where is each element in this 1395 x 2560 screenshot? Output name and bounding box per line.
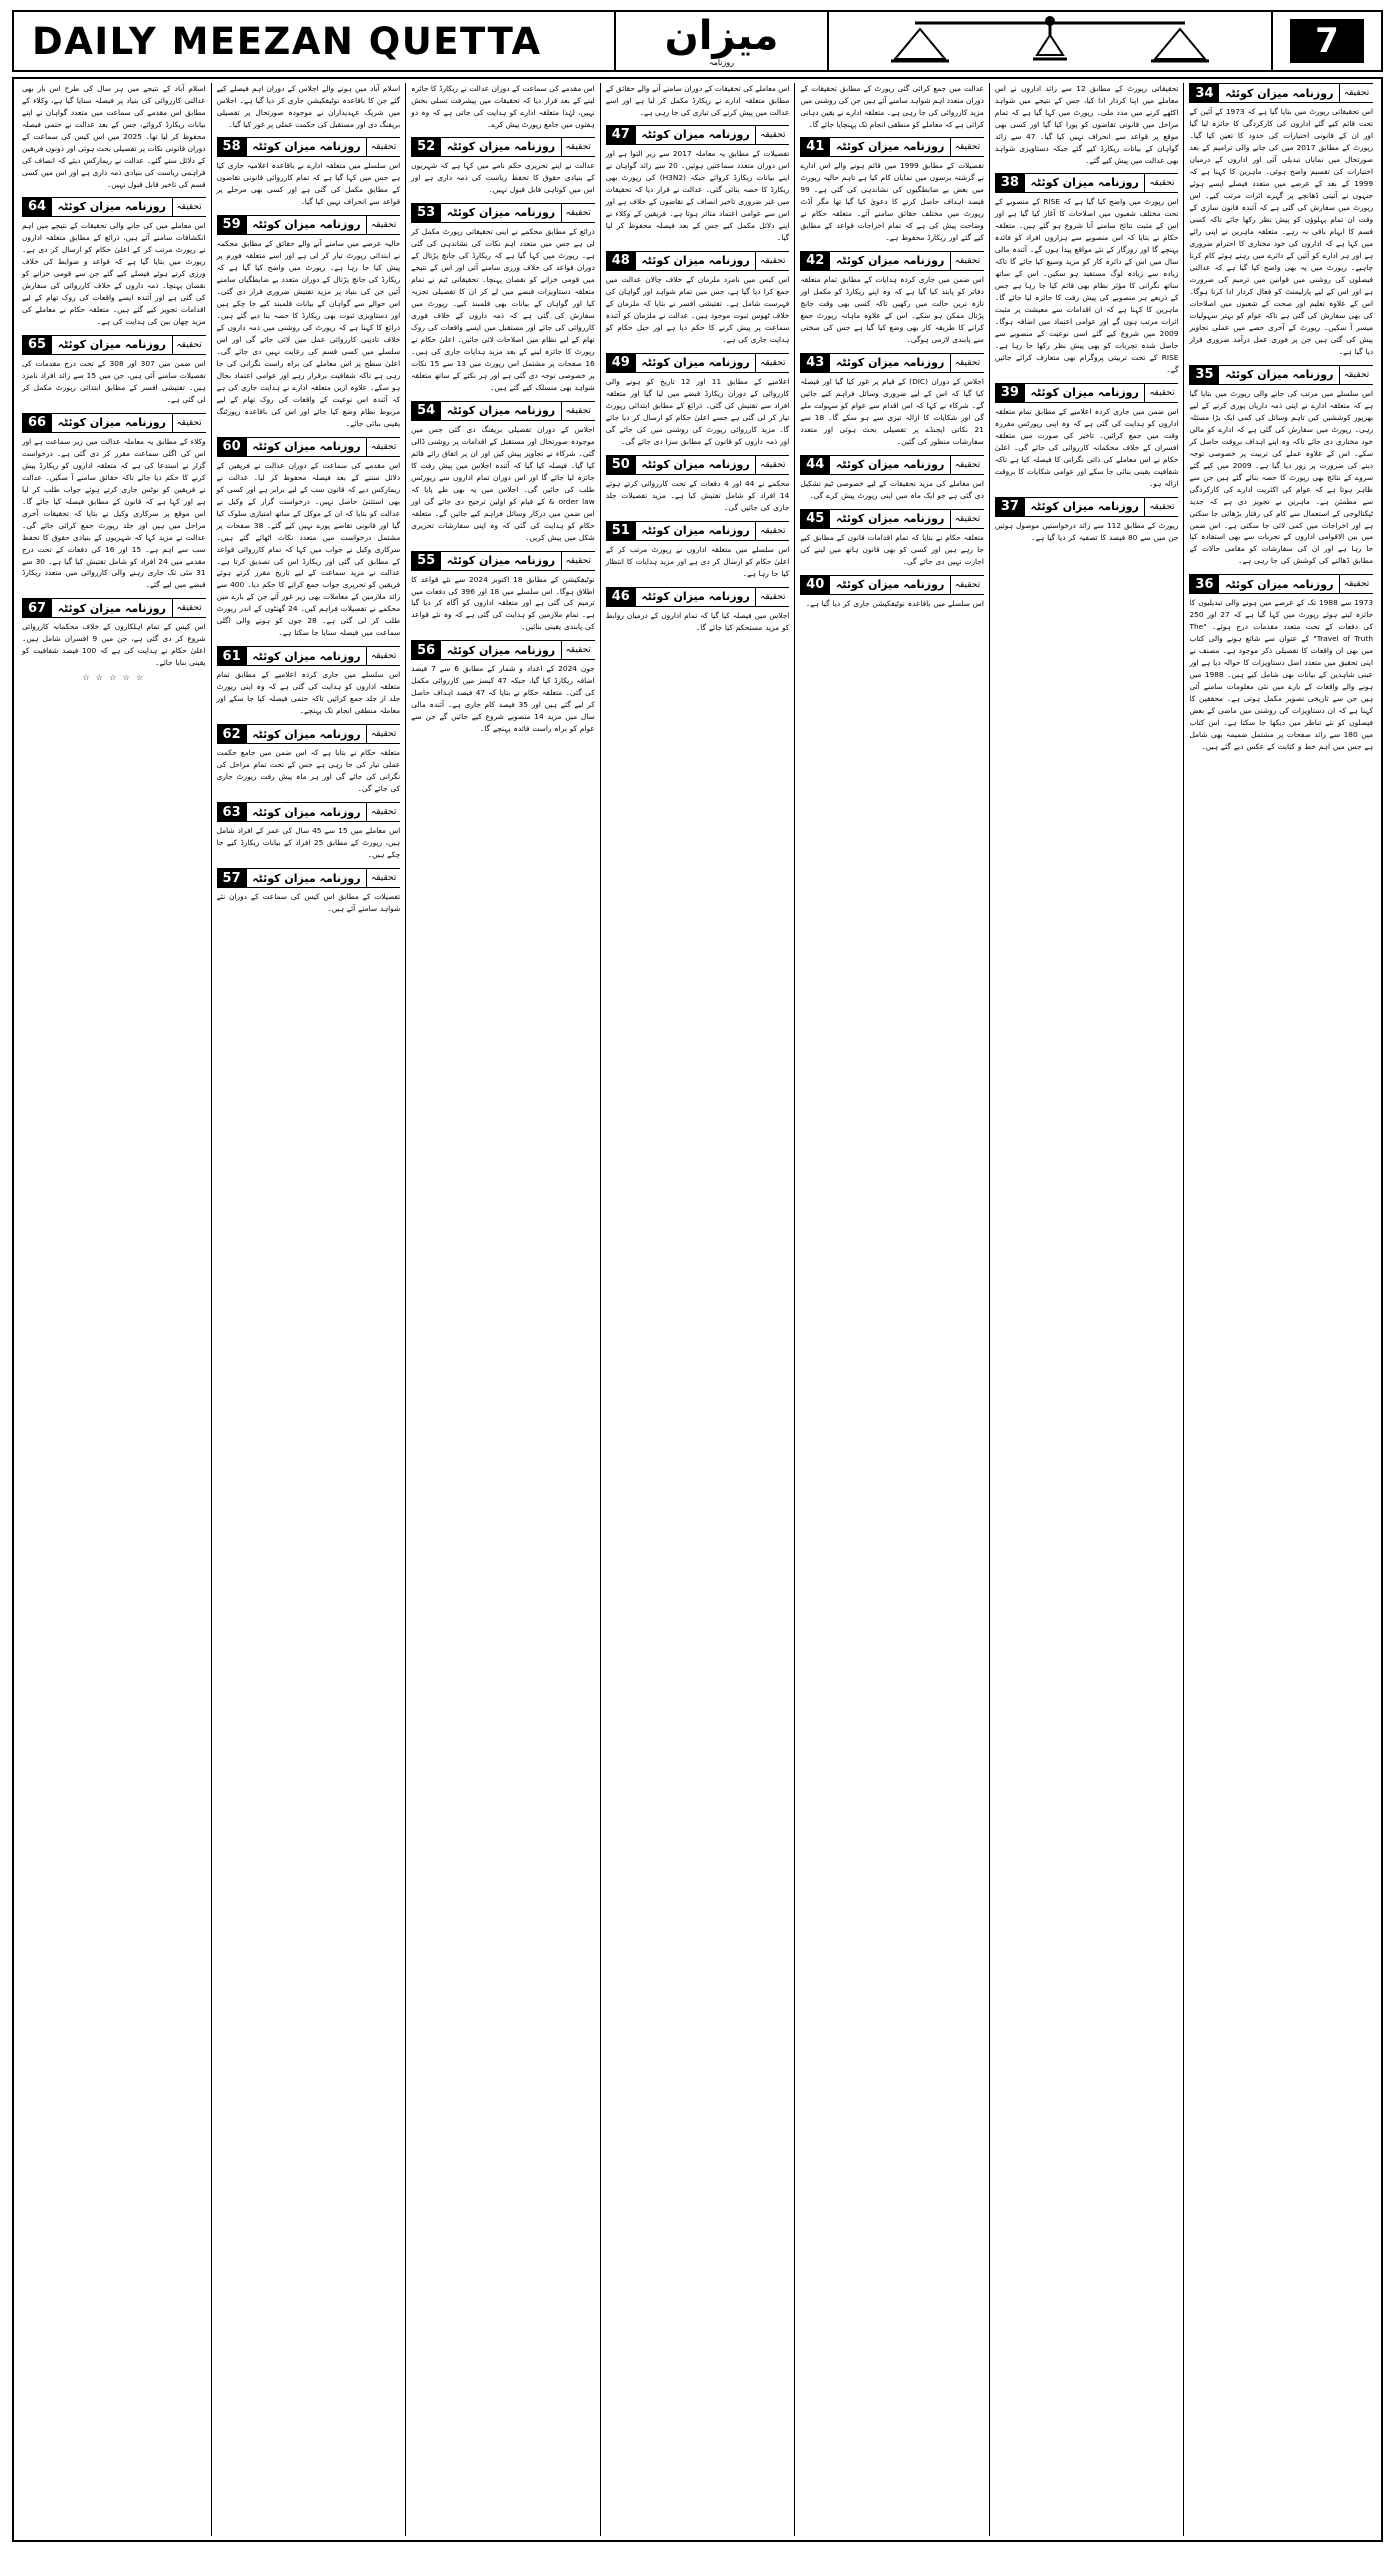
article-source: روزنامہ میزان کوئٹہ xyxy=(252,727,361,741)
article-tag: تحقیقہ xyxy=(366,138,400,156)
article-tag: تحقیقہ xyxy=(1144,498,1178,516)
article-header xyxy=(411,551,595,571)
article-number: 36 xyxy=(1189,575,1219,593)
article-body: اس کیس میں نامزد ملزمان کے خلاف چالان عدالت میں جمع کرا دیا گیا ہے، جس میں تمام شواہد اور گواہان کی فہرست شامل ہے۔ تفتیشی افسر نے بتایا کہ ملزمان کے خلاف ٹھوس ثبوت موجود ہیں۔ عدالت نے ملزمان کو آئندہ سماعت پر پیش کرنے کا حکم دیا ہے اور جیل حکام کو ہدایت جاری کی ہے۔ xyxy=(605,274,790,344)
lead-paragraph: عدالت میں جمع کرائی گئی رپورٹ کے مطابق تحقیقات کے دوران متعدد اہم شواہد سامنے آئے ہیں جن کی روشنی میں مزید کارروائی کی جا رہی ہے۔ متعلقہ ادارے نے یقین دہانی کرائی ہے کہ معاملے کو منطقی انجام تک پہنچایا جائے گا۔ xyxy=(800,84,984,129)
article-source: روزنامہ میزان کوئٹہ xyxy=(57,200,166,214)
newspaper-logo xyxy=(614,12,829,70)
article-header xyxy=(217,802,401,822)
article-number: 35 xyxy=(1189,366,1219,384)
article-tag: تحقیقہ xyxy=(172,198,206,216)
lead-paragraph: اسلام آباد کے نتیجے میں ہر سال کی طرح اس بار بھی عدالتی کارروائی کی بنیاد پر فیصلہ سنایا گیا ہے، وکلاء کے مطابق اس مقدمے کی سماعت میں متعدد گواہان نے اپنے بیانات ریکارڈ کروائے، جس کے بعد عدالت نے حتمی فیصلہ محفوظ کر لیا تھا۔ 2025 میں اس کیس کی سماعت کے دوران قانونی نکات پر تفصیلی بحث ہوئی اور دونوں فریقین کے دلائل سنے گئے۔ عدالت نے ریمارکس دیئے کہ انصاف کی فراہمی ریاست کی بنیادی ذمہ داری ہے اور اس میں کسی قسم کی تاخیر قابل قبول نہیں۔ xyxy=(22,84,206,189)
article-header xyxy=(22,413,206,433)
article-header xyxy=(995,497,1179,517)
article-55 xyxy=(411,551,595,634)
article-45 xyxy=(800,509,984,568)
article-header xyxy=(22,335,206,355)
article-62 xyxy=(217,724,401,795)
article-46 xyxy=(606,587,790,634)
lead-paragraph: اس معاملے کی تحقیقات کے دوران سامنے آنے والے حقائق کے مطابق متعلقہ ادارے نے ریکارڈ مکمل کر لیا ہے اور اسے عدالت میں پیش کرنے کی تیاری کی جا رہی ہے۔ xyxy=(605,84,790,117)
article-header xyxy=(800,455,984,475)
article-body: اس سلسلے میں جاری کردہ اعلامیے کے مطابق تمام متعلقہ اداروں کو ہدایت کی گئی ہے کہ وہ اپنی رپورٹ جلد از جلد جمع کرائیں تاکہ حتمی فیصلہ کیا جا سکے اور معاملہ منطقی انجام تک پہنچے۔ xyxy=(216,670,401,716)
article-source: روزنامہ میزان کوئٹہ xyxy=(446,643,556,657)
article-source: روزنامہ میزان کوئٹہ xyxy=(57,601,166,615)
article-header xyxy=(411,137,595,157)
article-header xyxy=(1189,365,1373,385)
article-body: اعلامیے کے مطابق 11 اور 12 تاریخ کو ہونے والی کارروائی کے دوران ریکارڈ قبضے میں لیا گیا اور متعلقہ افراد سے تفتیش کی گئی۔ ذرائع کے مطابق ابتدائی رپورٹ تیار کر لی گئی ہے جسے اعلیٰ حکام کو ارسال کر دیا جائے گا۔ مزید کارروائی رپورٹ کی روشنی میں کی جائے گی اور ذمہ داروں کو قانون کے مطابق سزا دی جائے گی۔ xyxy=(605,376,790,446)
column-7 xyxy=(1184,83,1378,2536)
article-body: اس سلسلے میں باقاعدہ نوٹیفکیشن جاری کر دیا گیا ہے۔ xyxy=(805,598,984,608)
article-number: 61 xyxy=(217,647,247,665)
article-body: اس ضمن میں جاری کردہ ہدایات کے مطابق تمام متعلقہ دفاتر کو پابند کیا گیا ہے کہ وہ اپنے ریکارڈ کو مکمل اور تازہ ترین حالت میں رکھیں تاکہ کسی بھی وقت جانچ پڑتال ممکن ہو سکے۔ اس کے علاوہ ماہانہ رپورٹ جمع کرانے کا طریقہ کار بھی وضع کیا گیا ہے جس کی سختی سے پابندی لازمی ہوگی۔ xyxy=(800,274,984,344)
article-tag: تحقیقہ xyxy=(755,588,789,606)
article-source: روزنامہ میزان کوئٹہ xyxy=(1030,386,1139,400)
article-header xyxy=(217,868,401,888)
article-tag: تحقیقہ xyxy=(561,552,595,570)
article-header xyxy=(606,353,790,373)
article-source: روزنامہ میزان کوئٹہ xyxy=(641,590,750,604)
article-number: 52 xyxy=(411,138,441,156)
article-source: روزنامہ میزان کوئٹہ xyxy=(252,649,361,663)
article-number: 44 xyxy=(800,456,830,474)
article-tag: تحقیقہ xyxy=(366,869,400,887)
article-header xyxy=(22,598,206,618)
article-body: حالیہ عرصے میں سامنے آنے والے حقائق کے مطابق محکمہ نے ابتدائی رپورٹ تیار کر لی ہے اور اسے متعلقہ فورم پر پیش کیا جا رہا ہے۔ رپورٹ میں واضح کیا گیا ہے کہ ریکارڈ کی جانچ پڑتال کے دوران متعدد بے ضابطگیاں سامنے آئیں جن کی بنیاد پر مزید تفتیش ضروری قرار دی گئی۔ اس حوالے سے گواہان کے بیانات قلمبند کیے جا چکے ہیں اور دستاویزی ثبوت بھی ریکارڈ کا حصہ بنا دیے گئے ہیں۔ ذرائع کا کہنا ہے کہ رپورٹ کی روشنی میں ذمہ داروں کے خلاف تادیبی کارروائی عمل میں لائی جائے گی اور اس سلسلے میں کسی قسم کی رعایت نہیں دی جائے گی۔ اعلیٰ سطح پر اس معاملے کی براہ راست نگرانی کی جا رہی ہے تاکہ شفافیت برقرار رہے اور عوامی اعتماد بحال ہو سکے۔ علاوہ ازیں متعلقہ ادارے نے ہدایت جاری کی ہے کہ آئندہ اس نوعیت کے واقعات کی روک تھام کے لیے مربوط نظام وضع کیا جائے اور اس کی باقاعدہ رپورٹنگ یقینی بنائی جائے۔ xyxy=(216,238,401,428)
article-tag: تحقیقہ xyxy=(366,803,400,821)
article-tag: تحقیقہ xyxy=(1144,174,1178,192)
logo-urdu-text: ميزان xyxy=(664,12,779,59)
masthead xyxy=(12,10,1383,72)
article-number: 38 xyxy=(995,174,1025,192)
article-source: روزنامہ میزان کوئٹہ xyxy=(1030,176,1139,190)
article-60 xyxy=(217,437,401,640)
article-source: روزنامہ میزان کوئٹہ xyxy=(1225,577,1334,591)
article-source: روزنامہ میزان کوئٹہ xyxy=(835,578,945,592)
article-body: اس رپورٹ میں واضح کیا گیا ہے کہ RISE کے منصوبے کے تحت مختلف شعبوں میں اصلاحات کا آغاز کیا گیا ہے اور اس کے مثبت نتائج سامنے آنا شروع ہو گئے ہیں۔ متعلقہ حکام نے بتایا کہ اس منصوبے سے ہزاروں افراد کو فائدہ پہنچے گا اور روزگار کے نئے مواقع پیدا ہوں گے۔ آئندہ مالی سال میں اس کے دائرہ کار کو مزید وسیع کیا جائے گا تاکہ زیادہ سے زیادہ لوگ مستفید ہو سکیں۔ اس کے ساتھ ساتھ نگرانی کا مؤثر نظام بھی قائم کیا جا رہا ہے جس کے ذریعے ہر منصوبے کی پیش رفت کا جائزہ لیا جائے گا۔ ماہرین کا کہنا ہے کہ ان اقدامات سے معیشت پر مثبت اثرات مرتب ہوں گے اور عوامی اعتماد میں اضافہ ہوگا۔ 2009 میں شروع کیے گئے اسی نوعیت کے منصوبے سے حاصل شدہ تجربات کو بھی پیش نظر رکھا جا رہا ہے۔ RISE کے تحت تربیتی پروگرام بھی متعارف کرائے جائیں گے۔ xyxy=(994,196,1179,374)
article-58 xyxy=(217,137,401,208)
article-body: تفصیلات کے مطابق اس کیس کی سماعت کے دوران نئے شواہد سامنے آئے ہیں۔ xyxy=(216,892,401,914)
article-source: روزنامہ میزان کوئٹہ xyxy=(1225,368,1334,382)
article-tag: تحقیقہ xyxy=(950,576,984,594)
article-source: روزنامہ میزان کوئٹہ xyxy=(57,416,166,430)
article-source: روزنامہ میزان کوئٹہ xyxy=(835,458,945,472)
article-body: جون 2024 کے اعداد و شمار کے مطابق 6 سے 7 فیصد اضافہ ریکارڈ کیا گیا، جبکہ 47 کیسز میں کارروائی مکمل کی گئی۔ متعلقہ حکام نے بتایا کہ 47 فیصد اہداف حاصل کر لیے گئے ہیں اور 35 فیصد کام جاری ہے۔ آئندہ مالی سال میں مزید 14 منصوبے شروع کیے جائیں گے جن سے عوام کو براہ راست فائدہ پہنچے گا۔ xyxy=(411,664,595,734)
article-number: 57 xyxy=(217,869,247,887)
article-header xyxy=(1189,574,1373,594)
article-body: اس معاملے میں 15 سے 45 سال کی عمر کے افراد شامل ہیں، رپورٹ کے مطابق 25 افراد کے بیانات ریکارڈ کیے جا چکے ہیں۔ xyxy=(216,826,401,860)
article-tag: تحقیقہ xyxy=(950,252,984,270)
article-67 xyxy=(22,598,206,682)
article-source: روزنامہ میزان کوئٹہ xyxy=(446,554,556,568)
page-number-badge xyxy=(1271,12,1381,70)
article-39 xyxy=(995,383,1179,490)
article-header xyxy=(606,587,790,607)
article-source: روزنامہ میزان کوئٹہ xyxy=(641,356,750,370)
article-tag: تحقیقہ xyxy=(366,438,400,456)
article-number: 42 xyxy=(800,252,830,270)
article-61 xyxy=(217,646,401,717)
article-body: اس معاملے میں کی جانے والی تحقیقات کے نتیجے میں اہم انکشافات سامنے آئے ہیں، ذرائع کے مطابق متعلقہ اداروں نے رپورٹ مرتب کر کے اعلیٰ حکام کو ارسال کر دی ہے۔ رپورٹ میں بتایا گیا ہے کہ قواعد و ضوابط کی خلاف ورزی کرتے ہوئے فیصلے کیے گئے جن سے قومی خزانے کو نقصان پہنچا۔ ذمہ داروں کے خلاف کارروائی کی سفارش کی گئی ہے اور آئندہ ایسے واقعات کی روک تھام کے لیے اقدامات تجویز کیے گئے ہیں۔ متعلقہ حکام نے معاملے کی مزید چھان بین کی ہدایت کی ہے۔ xyxy=(22,220,206,326)
article-header xyxy=(800,509,984,529)
article-source: روزنامہ میزان کوئٹہ xyxy=(446,206,556,220)
article-body: اس سلسلے میں متعلقہ اداروں نے رپورٹ مرتب کر کے اعلیٰ حکام کو ارسال کر دی ہے اور مزید ہدایات کا انتظار کیا جا رہا ہے۔ xyxy=(605,544,790,578)
article-tag: تحقیقہ xyxy=(366,647,400,665)
article-number: 49 xyxy=(606,354,636,372)
article-number: 34 xyxy=(1189,84,1219,102)
article-source: روزنامہ میزان کوئٹہ xyxy=(252,805,361,819)
logo-subtitle: روزنامہ xyxy=(708,57,735,67)
column-5 xyxy=(795,83,990,2536)
article-body: اجلاس کے دوران تفصیلی بریفنگ دی گئی جس میں موجودہ صورتحال اور مستقبل کے اقدامات پر روشنی ڈالی گئی۔ شرکاء نے تجاویز پیش کیں اور ان پر اتفاق رائے قائم کیا گیا۔ فیصلہ کیا گیا کہ آئندہ اجلاس میں پیش رفت کا جائزہ لیا جائے گا اور اس دوران تمام اداروں سے رپورٹس طلب کی جائیں گی۔ اجلاس میں یہ بھی طے پایا کہ order law & کے قیام کو اولین ترجیح دی جائے گی اور اس ضمن میں درکار وسائل فراہم کیے جائیں گے۔ متعلقہ حکام کو ہدایت کی گئی کہ وہ اپنی سفارشات تحریری شکل میں پیش کریں۔ xyxy=(411,424,595,542)
article-header xyxy=(995,173,1179,193)
article-source: روزنامہ میزان کوئٹہ xyxy=(1225,86,1334,100)
article-tag: تحقیقہ xyxy=(950,138,984,156)
article-tag: تحقیقہ xyxy=(172,336,206,354)
divider-stars: ☆ ☆ ☆ ☆ ☆ xyxy=(82,673,146,683)
article-source: روزنامہ میزان کوئٹہ xyxy=(835,140,945,154)
article-source: روزنامہ میزان کوئٹہ xyxy=(446,140,556,154)
article-body: اس سلسلے میں مرتب کی جانے والی رپورٹ میں بتایا گیا ہے کہ متعلقہ ادارے نے اپنی ذمہ داریاں پوری کرنے کے لیے بھرپور کوششیں کیں تاہم وسائل کی کمی ایک بڑا مسئلہ رہی۔ رپورٹ میں سفارش کی گئی ہے کہ ادارے کو مالی خود مختاری دی جائے تاکہ وہ اپنے اہداف بروقت حاصل کر سکے۔ اس کے علاوہ عملے کی تربیت پر خصوصی توجہ دینے کی ضرورت پر زور دیا گیا ہے۔ 2009 میں کیے گئے سروے کے نتائج بھی رپورٹ کا حصہ بنائے گئے ہیں جن سے ظاہر ہوتا ہے کہ عوام کی اکثریت ادارے کی کارکردگی سے مطمئن ہے۔ ماہرین نے تجویز دی ہے کہ جدید ٹیکنالوجی کے استعمال سے کام کی رفتار بڑھائی جا سکتی ہے اور اخراجات میں کمی لائی جا سکتی ہے۔ اس ضمن میں بین الاقوامی اداروں کے تجربات سے بھی استفادہ کیا جا رہا ہے اور ان کی سفارشات کو مقامی حالات کے مطابق ڈھالنے کی کوشش کی جا رہی ہے۔ xyxy=(1189,388,1374,566)
article-number: 60 xyxy=(217,438,247,456)
article-header xyxy=(411,401,595,421)
article-header xyxy=(800,575,984,595)
article-50 xyxy=(606,455,790,514)
article-number: 46 xyxy=(606,588,636,606)
article-body: وکلاء کے مطابق یہ معاملہ عدالت میں زیر سماعت ہے اور اس کی اگلی سماعت مقرر کر دی گئی ہے۔ درخواست گزار نے استدعا کی ہے کہ متعلقہ اداروں کو ریکارڈ پیش کرنے کا حکم دیا جائے تاکہ حقائق سامنے آ سکیں۔ عدالت نے فریقین کو نوٹس جاری کرتے ہوئے جواب طلب کر لیا ہے اور کہا ہے کہ قانون کے مطابق فیصلہ کیا جائے گا۔ اس موقع پر سرکاری وکیل نے بتایا کہ تحقیقات آخری مراحل میں ہیں اور جلد رپورٹ جمع کرائی جائے گی۔ عدالت نے مزید کہا کہ شہریوں کے بنیادی حقوق کا تحفظ سب سے اہم ہے۔ 15 اور 16 کی دفعات کے تحت درج مقدمے میں 24 افراد کو شامل تفتیش کیا گیا ہے۔ 30 سے 31 مئی تک جاری رہنے والی کارروائی میں متعدد ریکارڈ قبضے میں لیے گئے۔ xyxy=(22,436,206,590)
article-number: 58 xyxy=(217,138,247,156)
article-41 xyxy=(800,137,984,244)
article-tag: تحقیقہ xyxy=(755,522,789,540)
article-tag: تحقیقہ xyxy=(172,599,206,617)
article-56 xyxy=(411,640,595,735)
article-body: اس سلسلے میں متعلقہ ادارے نے باقاعدہ اعلامیہ جاری کیا ہے جس میں کہا گیا ہے کہ تمام کارروائی قانونی تقاضوں کے مطابق مکمل کی گئی ہے اور کسی بھی مرحلے پر قواعد سے انحراف نہیں کیا گیا۔ xyxy=(216,160,401,206)
article-header xyxy=(411,203,595,223)
column-2 xyxy=(212,83,407,2536)
article-tag: تحقیقہ xyxy=(950,354,984,372)
article-source: روزنامہ میزان کوئٹہ xyxy=(446,404,556,418)
article-tag: تحقیقہ xyxy=(366,725,400,743)
article-65 xyxy=(22,335,206,406)
column-3 xyxy=(406,83,601,2536)
article-number: 40 xyxy=(800,576,830,594)
article-40 xyxy=(800,575,984,610)
column-6 xyxy=(990,83,1185,2536)
article-header xyxy=(217,215,401,235)
article-body: اس ضمن میں 307 اور 308 کے تحت درج مقدمات کی تفصیلات سامنے آئی ہیں، جن میں 15 سے زائد افراد نامزد ہیں۔ تفتیشی افسر کے مطابق ابتدائی رپورٹ مکمل کر لی گئی ہے۔ xyxy=(22,358,206,404)
article-number: 43 xyxy=(800,354,830,372)
article-source: روزنامہ میزان کوئٹہ xyxy=(57,338,166,352)
article-tag: تحقیقہ xyxy=(561,204,595,222)
article-44 xyxy=(800,455,984,502)
article-source: روزنامہ میزان کوئٹہ xyxy=(252,218,361,232)
article-48 xyxy=(606,251,790,346)
article-tag: تحقیقہ xyxy=(561,138,595,156)
balance-scales-icon xyxy=(829,12,1271,70)
article-body: اس معاملے کی مزید تحقیقات کے لیے خصوصی ٹیم تشکیل دی گئی ہے جو ایک ماہ میں اپنی رپورٹ پیش کرے گی۔ xyxy=(800,478,984,500)
article-header xyxy=(22,197,206,217)
article-source: روزنامہ میزان کوئٹہ xyxy=(641,254,750,268)
article-body: نوٹیفکیشن کے مطابق 18 اکتوبر 2024 سے نئے قواعد کا اطلاق ہوگا۔ اس سلسلے میں 18 اور 396 کی دفعات میں ترمیم کی گئی ہے اور متعلقہ اداروں کو آگاہ کر دیا گیا ہے۔ تمام ملازمین کو ہدایت کی گئی ہے کہ وہ نئے قواعد کی پابندی یقینی بنائیں۔ xyxy=(411,574,595,632)
article-number: 54 xyxy=(411,402,441,420)
article-tag: تحقیقہ xyxy=(172,414,206,432)
article-66 xyxy=(22,413,206,592)
article-tag: تحقیقہ xyxy=(1339,575,1373,593)
lead-paragraph: تحقیقاتی رپورٹ کے مطابق 12 سے زائد اداروں نے اس معاملے میں اپنا کردار ادا کیا، جس کے نتیجے میں شواہد اکٹھے کرنے میں مدد ملی۔ رپورٹ میں کہا گیا ہے کہ تمام مراحل میں قانونی تقاضوں کو پورا کیا گیا اور کسی بھی موقع پر قواعد سے انحراف نہیں کیا گیا۔ 47 سے زائد گواہان کے بیانات ریکارڈ کیے گئے جبکہ دستاویزی شواہد بھی عدالت میں پیش کیے گئے۔ xyxy=(994,84,1179,165)
article-body: اس مقدمے کی سماعت کے دوران عدالت نے فریقین کے دلائل سننے کے بعد فیصلہ محفوظ کر لیا۔ عدالت نے ریمارکس دیے کہ قانون سب کے لیے برابر ہے اور کسی کو بھی استثنیٰ حاصل نہیں۔ درخواست گزار کے وکیل نے عدالت کو بتایا کہ ان کے موکل کے ساتھ امتیازی سلوک کیا گیا اور قانونی تقاضے پورے نہیں کیے گئے۔ 38 صفحات پر مشتمل درخواست میں متعدد نکات اٹھائے گئے ہیں۔ سرکاری وکیل نے جواب میں کہا کہ تمام کارروائی قواعد کے مطابق کی گئی اور ریکارڈ اس کی تصدیق کرتا ہے۔ عدالت نے مزید سماعت کے لیے تاریخ مقرر کرتے ہوئے فریقین کو تحریری جواب جمع کرانے کا حکم دیا۔ 400 سے زائد ملازمین کے معاملات بھی زیر غور آئے جن کے بارے میں محکمے نے تفصیلات فراہم کیں۔ 24 گھنٹوں کے اندر رپورٹ طلب کر لی گئی ہے۔ 28 جون کو ہونے والی اگلی سماعت میں فیصلہ سنایا جا سکتا ہے۔ xyxy=(216,460,401,638)
article-header xyxy=(217,437,401,457)
article-source: روزنامہ میزان کوئٹہ xyxy=(252,440,361,454)
article-header xyxy=(217,646,401,666)
article-42 xyxy=(800,251,984,346)
article-tag: تحقیقہ xyxy=(755,456,789,474)
article-number: 39 xyxy=(995,384,1025,402)
lead-paragraph: اسلام آباد میں ہونے والے اجلاس کے دوران اہم فیصلے کیے گئے جن کا باقاعدہ نوٹیفکیشن جاری کر دیا گیا ہے۔ اجلاس میں شریک عہدیداران نے موجودہ صورتحال پر تفصیلی بریفنگ دی اور مستقبل کی حکمت عملی پر غور کیا گیا۔ xyxy=(216,84,401,129)
article-64 xyxy=(22,197,206,328)
article-number: 41 xyxy=(800,138,830,156)
article-body: اجلاس میں فیصلہ کیا گیا کہ تمام اداروں کے درمیان روابط کو مزید مستحکم کیا جائے گا۔ xyxy=(605,610,790,632)
article-header xyxy=(606,125,790,145)
article-47 xyxy=(606,125,790,244)
newspaper-title: DAILY MEEZAN QUETTA xyxy=(32,19,542,63)
article-body: رپورٹ کے مطابق 112 سے زائد درخواستیں موصول ہوئیں جن میں سے 80 فیصد کا تصفیہ کر دیا گیا ہے۔ xyxy=(994,520,1179,542)
article-number: 59 xyxy=(217,216,247,234)
article-source: روزنامہ میزان کوئٹہ xyxy=(641,128,750,142)
article-number: 65 xyxy=(22,336,52,354)
article-number: 47 xyxy=(606,126,636,144)
article-number: 45 xyxy=(800,510,830,528)
article-number: 66 xyxy=(22,414,52,432)
article-header xyxy=(606,455,790,475)
article-body: تفصیلات کے مطابق یہ معاملہ 2017 سے زیر التوا ہے اور اس دوران متعدد سماعتیں ہوئیں۔ 20 سے زائد گواہان نے اپنے بیانات ریکارڈ کروائے جبکہ (H3N2) کی رپورٹ بھی ریکارڈ کا حصہ بنائی گئی۔ عدالت نے قرار دیا کہ تحقیقات میں غیر ضروری تاخیر انصاف کے تقاضوں کے خلاف ہے اور اس سے عوامی اعتماد متاثر ہوتا ہے۔ فریقین کے وکلاء نے اپنے دلائل مکمل کیے جس کے بعد فیصلہ محفوظ کر لیا گیا۔ xyxy=(605,148,790,242)
article-52 xyxy=(411,137,595,196)
article-tag: تحقیقہ xyxy=(755,252,789,270)
article-number: 67 xyxy=(22,599,52,617)
article-header xyxy=(606,251,790,271)
article-number: 51 xyxy=(606,522,636,540)
article-tag: تحقیقہ xyxy=(561,402,595,420)
article-tag: تحقیقہ xyxy=(755,126,789,144)
article-number: 62 xyxy=(217,725,247,743)
article-body: متعلقہ حکام نے بتایا ہے کہ اس ضمن میں جامع حکمت عملی تیار کی جا رہی ہے جس کے تحت تمام مراحل کی نگرانی کی جائے گی اور ہر ماہ پیش رفت رپورٹ جاری کی جائے گی۔ xyxy=(216,748,401,794)
article-37 xyxy=(995,497,1179,544)
article-header xyxy=(800,251,984,271)
article-34 xyxy=(1189,83,1373,358)
article-source: روزنامہ میزان کوئٹہ xyxy=(641,524,750,538)
article-43 xyxy=(800,353,984,448)
article-body: اس ضمن میں جاری کردہ اعلامیے کے مطابق تمام متعلقہ اداروں کو ہدایت کی گئی ہے کہ وہ اپنی رپورٹس مقررہ وقت میں جمع کرائیں۔ تاخیر کی صورت میں متعلقہ افسران کے خلاف محکمانہ کارروائی کی جائے گی۔ اعلیٰ حکام نے اس معاملے کی ذاتی نگرانی کا فیصلہ کیا ہے تاکہ شفافیت یقینی بنائی جا سکے اور عوامی شکایات کا بروقت ازالہ ہو۔ xyxy=(994,406,1179,488)
article-number: 37 xyxy=(995,498,1025,516)
article-tag: تحقیقہ xyxy=(366,216,400,234)
article-body: محکمے نے 44 اور 4 دفعات کے تحت کارروائی کرتے ہوئے 14 افراد کو شامل تفتیش کیا ہے۔ مزید تفصیلات جلد جاری کی جائیں گی۔ xyxy=(605,478,790,512)
article-header xyxy=(1189,83,1373,103)
article-body: عدالت نے اپنے تحریری حکم نامے میں کہا ہے کہ شہریوں کے بنیادی حقوق کا تحفظ ریاست کی ذمہ داری ہے اور اس میں کوتاہی قابل قبول نہیں۔ xyxy=(411,160,595,194)
article-number: 63 xyxy=(217,803,247,821)
article-number: 48 xyxy=(606,252,636,270)
article-header xyxy=(217,724,401,744)
article-number: 56 xyxy=(411,641,441,659)
article-source: روزنامہ میزان کوئٹہ xyxy=(252,140,361,154)
article-tag: تحقیقہ xyxy=(1339,84,1373,102)
page-number: 7 xyxy=(1290,19,1364,63)
article-body: اس تحقیقاتی رپورٹ میں بتایا گیا ہے کہ 1973 کے آئین کے تحت قائم کیے گئے اداروں کی کارکردگی کا جائزہ لیا گیا اور ان کے قانونی اختیارات کی حدود کا تعین کیا گیا۔ رپورٹ کے مطابق 2017 میں کی جانے والی ترامیم کے بعد صورتحال میں نمایاں تبدیلی آئی اور اداروں کے درمیان اختیارات کی تقسیم واضح ہوئی۔ ماہرین کا کہنا ہے کہ 1999 کے بعد کے عرصے میں متعدد فیصلے ایسے ہوئے جنہوں نے آئینی ڈھانچے پر گہرے اثرات مرتب کیے۔ اس رپورٹ میں سفارش کی گئی ہے کہ آئندہ قانون سازی کے وقت ان تمام پہلوؤں کو پیش نظر رکھا جائے تاکہ کسی قسم کا ابہام باقی نہ رہے۔ متعلقہ ماہرین نے اپنی رائے میں کہا ہے کہ اداروں کی خود مختاری کا احترام ضروری ہے اور ہر ادارے کو آئین کے دائرے میں رہتے ہوئے کام کرنا چاہیے۔ رپورٹ میں یہ بھی واضح کیا گیا ہے کہ عدالتی فیصلوں کی روشنی میں قوانین میں ترمیم کی ضرورت ہے اور اس کے لیے پارلیمنٹ کو فعال کردار ادا کرنا ہوگا۔ اس کے علاوہ تعلیم اور صحت کے شعبوں میں اصلاحات کی بھی سفارش کی گئی ہے تاکہ عوام کو بہتر سہولیات میسر آ سکیں۔ رپورٹ کے آخری حصے میں عملی تجاویز پیش کی گئی ہیں جن پر فوری عمل درآمد ضروری قرار دیا گیا ہے۔ xyxy=(1189,107,1374,356)
article-38 xyxy=(995,173,1179,376)
lead-paragraph: اس مقدمے کی سماعت کے دوران عدالت نے ریکارڈ کا جائزہ لینے کے بعد قرار دیا کہ تحقیقات میں پیشرفت تسلی بخش نہیں، لہٰذا متعلقہ ادارے کو ہدایت کی جاتی ہے کہ وہ دو ہفتوں میں جامع رپورٹ پیش کرے۔ xyxy=(411,84,595,129)
column-1 xyxy=(17,83,212,2536)
article-63 xyxy=(217,802,401,861)
article-header xyxy=(217,137,401,157)
article-body: تفصیلات کے مطابق 1999 میں قائم ہونے والے اس ادارے نے گزشتہ برسوں میں نمایاں کام کیا ہے تاہم حالیہ رپورٹ میں بعض بے ضابطگیوں کی نشاندہی کی گئی ہے۔ 99 فیصد اہداف حاصل کرنے کا دعویٰ کیا گیا تھا مگر آڈٹ رپورٹ میں مختلف حقائق سامنے آئے۔ متعلقہ حکام نے وضاحت پیش کی ہے کہ تمام اخراجات قواعد کے مطابق کیے گئے اور ریکارڈ محفوظ ہے۔ xyxy=(800,160,984,242)
article-51 xyxy=(606,521,790,580)
article-49 xyxy=(606,353,790,448)
article-body: متعلقہ حکام نے بتایا کہ تمام اقدامات قانون کے مطابق کیے جا رہے ہیں اور کسی کو بھی قانون ہاتھ میں لینے کی اجازت نہیں دی جائے گی۔ xyxy=(800,532,984,566)
article-source: روزنامہ میزان کوئٹہ xyxy=(835,254,945,268)
article-header xyxy=(606,521,790,541)
article-57 xyxy=(217,868,401,915)
article-header xyxy=(411,640,595,660)
article-source: روزنامہ میزان کوئٹہ xyxy=(1030,500,1139,514)
article-number: 50 xyxy=(606,456,636,474)
article-tag: تحقیقہ xyxy=(561,641,595,659)
article-body: ذرائع کے مطابق محکمے نے اپنی تحقیقاتی رپورٹ مکمل کر لی ہے جس میں متعدد اہم نکات کی نشاندہی کی گئی ہے۔ رپورٹ میں کہا گیا ہے کہ ریکارڈ کی جانچ پڑتال کے دوران قواعد کی خلاف ورزی سامنے آئی اور اس کے نتیجے میں قومی خزانے کو نقصان پہنچا۔ تحقیقاتی ٹیم نے تمام متعلقہ دستاویزات قبضے میں لے کر ان کا تفصیلی تجزیہ کیا اور گواہان کے بیانات بھی قلمبند کیے۔ رپورٹ میں سفارش کی گئی ہے کہ ذمہ داروں کے خلاف فوری کارروائی کی جائے اور مستقبل میں ایسے واقعات کی روک تھام کے لیے نظام میں اصلاحات لائی جائیں۔ اعلیٰ حکام نے رپورٹ کا جائزہ لینے کے بعد مزید ہدایات جاری کی ہیں۔ 16 صفحات پر مشتمل اس رپورٹ میں 13 سے 15 نکات پر خصوصی توجہ دی گئی ہے اور ہر نکتے کے ساتھ متعلقہ شواہد بھی منسلک کیے گئے ہیں۔ xyxy=(411,226,595,392)
article-59 xyxy=(217,215,401,430)
article-54 xyxy=(411,401,595,544)
article-source: روزنامہ میزان کوئٹہ xyxy=(835,512,945,526)
article-tag: تحقیقہ xyxy=(1144,384,1178,402)
article-tag: تحقیقہ xyxy=(755,354,789,372)
article-source: روزنامہ میزان کوئٹہ xyxy=(641,458,750,472)
article-body: اس کیس کے تمام اہلکاروں کے خلاف محکمانہ کارروائی شروع کر دی گئی ہے، جن میں 9 افسران شامل ہیں۔ اعلیٰ حکام نے ہدایت کی ہے کہ 100 فیصد شفافیت کو یقینی بنایا جائے۔ xyxy=(22,622,206,668)
article-source: روزنامہ میزان کوئٹہ xyxy=(252,871,361,885)
article-tag: تحقیقہ xyxy=(1339,366,1373,384)
article-53 xyxy=(411,203,595,394)
article-body: اجلاس کے دوران (DIC) کے قیام پر غور کیا گیا اور فیصلہ کیا گیا کہ اس کے لیے ضروری وسائل فراہم کیے جائیں گے۔ شرکاء نے کہا کہ اس اقدام سے عوام کو سہولت ملے گی اور شکایات کا ازالہ تیزی سے ہو سکے گا۔ 18 سے 21 نکاتی ایجنڈے پر تفصیلی بحث ہوئی اور متعدد سفارشات منظور کی گئیں۔ xyxy=(800,376,984,446)
article-header xyxy=(995,383,1179,403)
article-number: 53 xyxy=(411,204,441,222)
article-number: 64 xyxy=(22,198,52,216)
article-body: 1973 سے 1988 تک کے عرصے میں ہونے والی تبدیلیوں کا جائزہ لیتے ہوئے رپورٹ میں کہا گیا ہے کہ 27 اور 250 کی دفعات کے تحت متعدد مقدمات درج ہوئے۔ "The Travel of Truth" کے عنوان سے شائع ہونے والی کتاب میں بھی ان واقعات کا تفصیلی ذکر موجود ہے۔ مصنف نے اپنی تحقیق میں متعدد اصل دستاویزات کا حوالہ دیا ہے اور عینی شاہدین کے بیانات بھی شامل کیے ہیں۔ 1988 میں ہونے والے واقعات کے بارے میں نئی معلومات سامنے آئی ہیں جن سے تاریخی تصویر مکمل ہوتی ہے۔ محققین کا کہنا ہے کہ ان دستاویزات کی روشنی میں ماضی کے بعض فیصلوں کو نئے تناظر میں دیکھا جا سکتا ہے۔ اس کتاب میں 180 سے زائد صفحات پر مشتمل ضمیمہ بھی شامل ہے جس میں اہم خط و کتابت کے عکس دیے گئے ہیں۔ xyxy=(1189,598,1374,752)
columns-container xyxy=(12,77,1383,2542)
article-tag: تحقیقہ xyxy=(950,456,984,474)
article-number: 55 xyxy=(411,552,441,570)
article-source: روزنامہ میزان کوئٹہ xyxy=(835,356,945,370)
article-36 xyxy=(1189,574,1373,753)
article-tag: تحقیقہ xyxy=(950,510,984,528)
article-header xyxy=(800,137,984,157)
article-header xyxy=(800,353,984,373)
column-4 xyxy=(601,83,796,2536)
article-35 xyxy=(1189,365,1373,568)
